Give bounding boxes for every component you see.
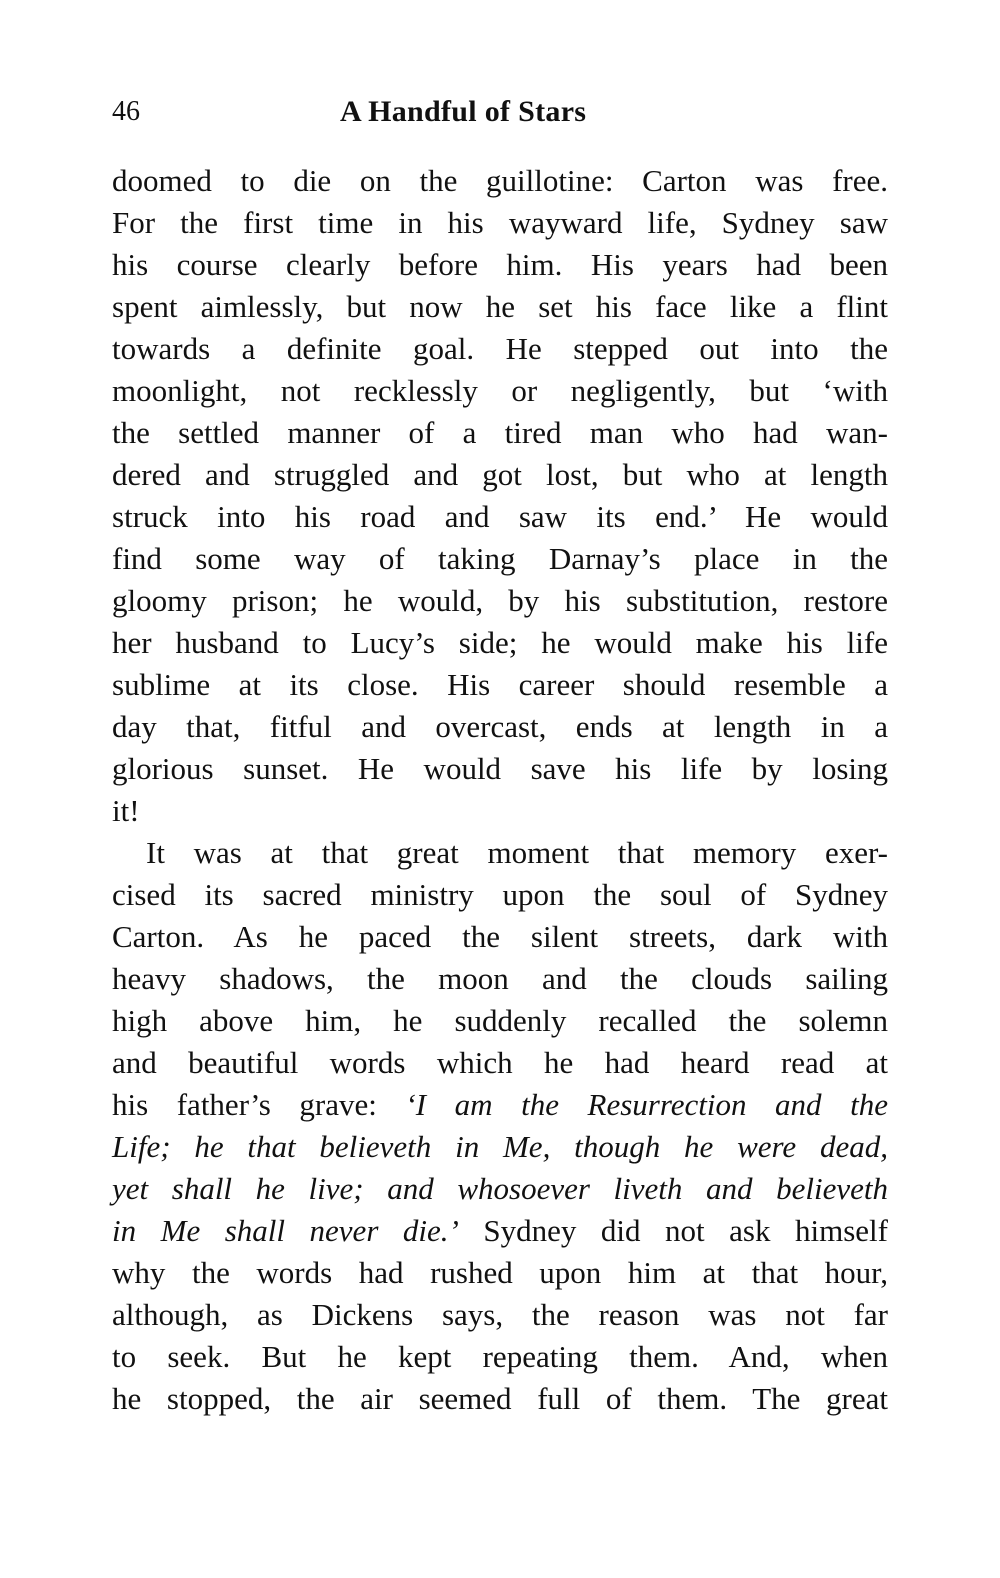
line-text: Sydney did not ask himself (458, 1213, 888, 1248)
quotation-italic: yet shall he live; and whosoever liveth and believeth (112, 1171, 888, 1206)
text-line: find some way of taking Darnay’s place in the (112, 541, 888, 576)
text-line: spent aimlessly, but now he set his face like a flint (112, 289, 888, 324)
text-line: why the words had rushed upon him at that hour, (112, 1255, 888, 1290)
line-text: his father’s grave: (112, 1087, 406, 1122)
text-line: Carton. As he paced the silent streets, dark with (112, 919, 888, 954)
quotation-italic: Life; he that believeth in Me, though he were dead, (112, 1129, 888, 1164)
text-line: For the first time in his wayward life, Sydney saw (112, 205, 888, 240)
text-line: cised its sacred ministry upon the soul of Sydney (112, 877, 888, 912)
text-line: gloomy prison; he would, by his substitution, restore (112, 583, 888, 618)
text-line: to seek. But he kept repeating them. And, when (112, 1339, 888, 1374)
text-line (112, 1084, 888, 1126)
page-header (112, 88, 888, 134)
text-line (112, 1126, 888, 1168)
text-line: and beautiful words which he had heard read at (112, 1045, 888, 1080)
text-line: moonlight, not recklessly or negligently, but ‘with (112, 373, 888, 408)
text-line (112, 1210, 888, 1252)
body-text (112, 160, 888, 1420)
paragraph-first-line: It was at that great moment that memory exer- (146, 835, 888, 870)
text-line: he stopped, the air seemed full of them. The great (112, 1381, 888, 1416)
quotation-italic: in Me shall never die.’ (112, 1213, 459, 1248)
running-title: A Handful of Stars (340, 95, 587, 128)
text-line: the settled manner of a tired man who had wan- (112, 415, 888, 450)
paragraph-last-line: it! (112, 793, 140, 828)
text-line: towards a definite goal. He stepped out into the (112, 331, 888, 366)
text-line: high above him, he suddenly recalled the solemn (112, 1003, 888, 1038)
text-line: dered and struggled and got lost, but who at length (112, 457, 888, 492)
text-line: doomed to die on the guillotine: Carton was free. (112, 163, 888, 198)
text-line: glorious sunset. He would save his life by losing (112, 751, 888, 786)
text-line: heavy shadows, the moon and the clouds sailing (112, 961, 888, 996)
text-line (112, 1168, 888, 1210)
quotation-italic: ‘I am the Resurrection and the (405, 1087, 888, 1122)
text-line: his course clearly before him. His years had been (112, 247, 888, 282)
text-line: struck into his road and saw its end.’ He would (112, 499, 888, 534)
page-number: 46 (112, 96, 140, 127)
text-line: sublime at its close. His career should resemble a (112, 667, 888, 702)
text-line: her husband to Lucy’s side; he would make his life (112, 625, 888, 660)
text-line: although, as Dickens says, the reason was not far (112, 1297, 888, 1332)
text-line: day that, fitful and overcast, ends at length in a (112, 709, 888, 744)
